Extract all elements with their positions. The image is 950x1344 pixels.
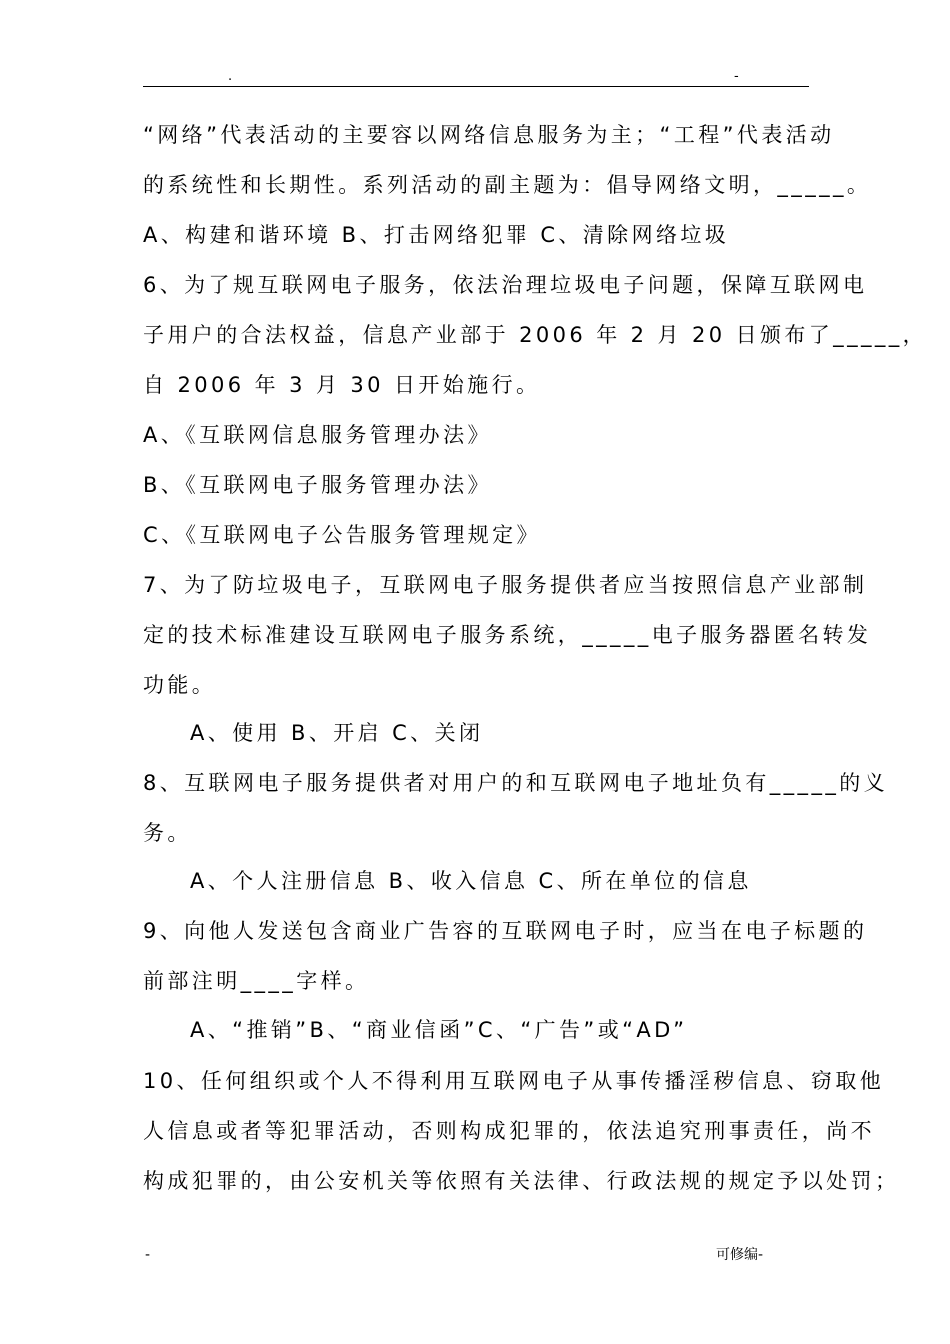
question-7-line-2: 定的技术标准建设互联网电子服务系统，_____电子服务器匿名转发 — [143, 623, 872, 647]
header-left-mark: . — [228, 69, 233, 84]
footer-right-text: 可修编- — [716, 1247, 764, 1263]
question-6-line-3: 自 2006 年 3 月 30 日开始施行。 — [143, 373, 541, 397]
header-rule — [143, 86, 809, 87]
question-10-line-3: 构成犯罪的，由公安机关等依照有关法律、行政法规的规定予以处罚； — [143, 1169, 900, 1193]
question-8-line-2: 务。 — [143, 821, 192, 845]
question-6-option-c: C、《互联网电子公告服务管理规定》 — [143, 523, 541, 547]
question-10-line-1: 10、任何组织或个人不得利用互联网电子从事传播淫秽信息、窃取他 — [143, 1069, 885, 1093]
question-6-line-1: 6、为了规互联网电子服务，依法治理垃圾电子问题，保障互联网电 — [143, 273, 868, 297]
question-9-line-1: 9、向他人发送包含商业广告容的互联网电子时，应当在电子标题的 — [143, 919, 868, 943]
question-6-option-a: A、《互联网信息服务管理办法》 — [143, 423, 492, 447]
question-8-options: A、个人注册信息 B、收入信息 C、所在单位的信息 — [190, 869, 752, 893]
question-9-options: A、“推销”B、“商业信函”C、“广告”或“AD” — [190, 1018, 688, 1042]
question-7-options: A、使用 B、开启 C、关闭 — [190, 721, 484, 745]
text-line-1: “网络”代表活动的主要容以网络信息服务为主；“工程”代表活动 — [143, 123, 835, 147]
question-8-line-1: 8、互联网电子服务提供者对用户的和互联网电子地址负有_____的义 — [143, 771, 889, 795]
question-7-line-1: 7、为了防垃圾电子，互联网电子服务提供者应当按照信息产业部制 — [143, 573, 868, 597]
question-9-line-2: 前部注明____字样。 — [143, 969, 370, 993]
question-7-line-3: 功能。 — [143, 673, 217, 697]
text-line-2: 的系统性和长期性。系列活动的副主题为：倡导网络文明，_____。 — [143, 173, 872, 197]
question-6-line-2: 子用户的合法权益，信息产业部于 2006 年 2 月 20 日颁布了_____， — [143, 323, 928, 347]
footer-left-mark: - — [145, 1247, 151, 1263]
question-10-line-2: 人信息或者等犯罪活动，否则构成犯罪的，依法追究刑事责任，尚不 — [143, 1119, 875, 1143]
header-right-mark: - — [734, 69, 739, 84]
question-6-option-b: B、《互联网电子服务管理办法》 — [143, 473, 492, 497]
text-line-3: A、构建和谐环境 B、打击网络犯罪 C、清除网络垃圾 — [143, 223, 730, 247]
